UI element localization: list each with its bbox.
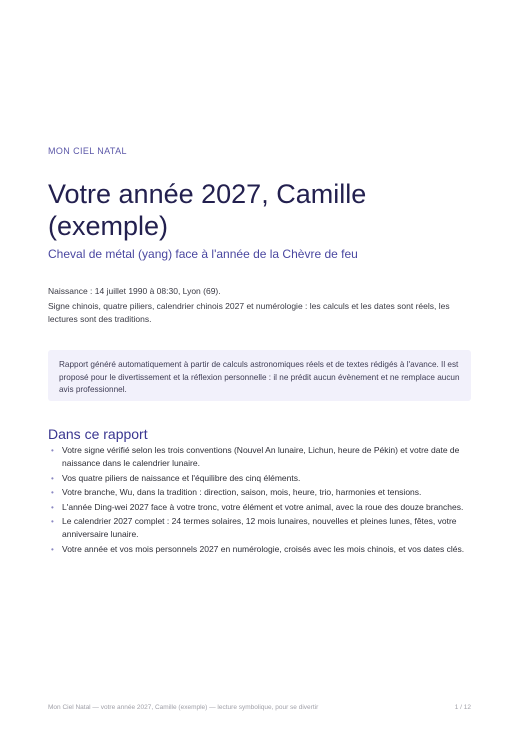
page-subtitle: Cheval de métal (yang) face à l'année de la Chèvre de feu: [48, 247, 358, 261]
bullet-icon: •: [51, 473, 54, 483]
toc-item: [48, 444, 478, 470]
page-number: 1 / 12: [454, 704, 471, 711]
toc-list: [48, 444, 478, 557]
birth-info: Naissance : 14 juillet 1990 à 08:30, Lyon (69).: [48, 286, 221, 296]
toc-item: [48, 515, 478, 541]
footer-text: Mon Ciel Natal — votre année 2027, Camille (exemple) — lecture symbolique, pour se divertir: [48, 704, 319, 711]
bullet-icon: •: [51, 544, 54, 554]
toc-item: [48, 472, 478, 485]
toc-item-text: Votre année et vos mois personnels 2027 en numérologie, croisés avec les mois chinois, et vos dates clés.: [62, 543, 465, 554]
toc-item-text: L'année Ding-wei 2027 face à votre tronc, votre élément et votre animal, avec la roue des douze branches.: [62, 501, 464, 512]
page-title: Votre année 2027, Camille (exemple): [48, 179, 367, 241]
toc-item: [48, 501, 478, 514]
bullet-icon: •: [51, 446, 54, 455]
disclaimer-notice: Rapport généré automatiquement à partir de calculs astronomiques réels et de textes rédigés à l'avance. Il est proposé pour le divertissement et la réflexion personnelle : il ne prédit aucun évènement et ne remplace aucun avis professionnel.: [48, 350, 471, 401]
toc-item-text: Le calendrier 2027 complet : 24 termes solaires, 12 mois lunaires, nouvelles et pleines lunes, fêtes, votre anniversaire lunaire.: [62, 516, 457, 539]
toc-item: [48, 543, 478, 556]
bullet-icon: •: [51, 488, 54, 497]
toc-item-text: Votre branche, Wu, dans la tradition : direction, saison, mois, heure, trio, harmonies et tensions.: [62, 487, 422, 497]
brand-label: MON CIEL NATAL: [48, 146, 127, 156]
bullet-icon: •: [51, 502, 54, 512]
bullet-icon: •: [51, 517, 54, 526]
toc-item: [48, 486, 478, 499]
toc-heading: Dans ce rapport: [48, 426, 148, 442]
toc-item-text: Votre signe vérifié selon les trois conventions (Nouvel An lunaire, Lichun, heure de Pékin) et votre date de naissance dans le calendrier lunaire.: [62, 445, 460, 468]
toc-item-text: Vos quatre piliers de naissance et l'équilibre des cinq éléments.: [62, 472, 301, 483]
intro-text: Signe chinois, quatre piliers, calendrier chinois 2027 et numérologie : les calculs et les dates sont réels, les lectures sont des traditions.: [48, 301, 450, 324]
